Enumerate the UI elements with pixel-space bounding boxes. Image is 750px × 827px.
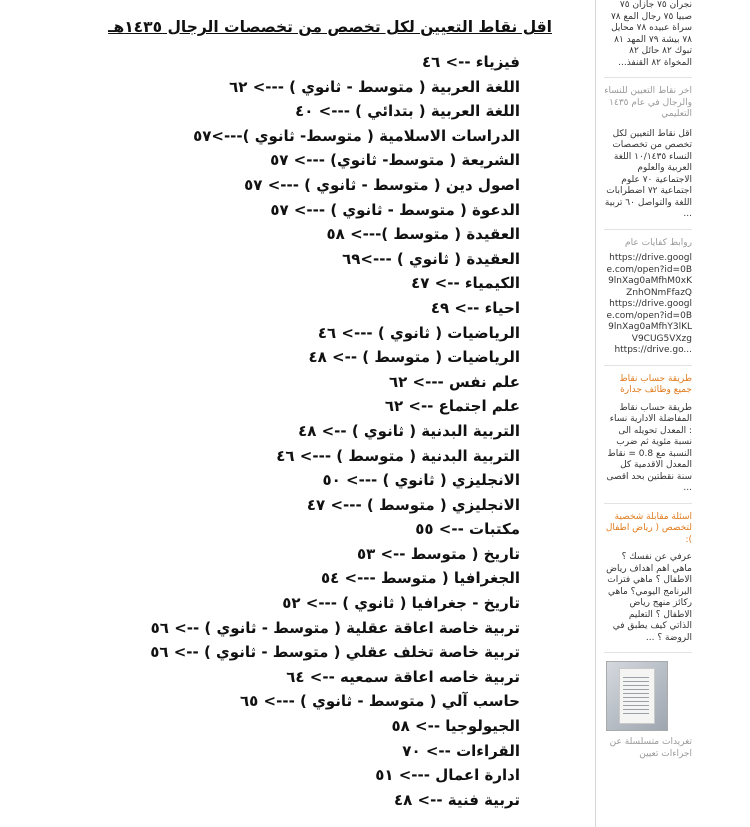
points-list-item: العقيدة ( ثانوي ) --->٦٩ <box>342 249 520 268</box>
post-thumbnail-image[interactable] <box>606 661 668 731</box>
points-list-item: العقيدة ( متوسط )---> ٥٨ <box>326 225 520 244</box>
sidebar-link-1[interactable]: https://drive.google.com/open?id=0B9lnXag0aMfhM0xKZnhONmFfazQ <box>606 253 692 298</box>
points-list-item: تربية فنية --> ٤٨ <box>394 790 520 809</box>
sidebar-post-snippet-4: عرفي عن نفسك ؟ ماهي اهم اهداف رياض الاطفال ؟ ماهي فترات البرنامج اليومي؟ ماهي ركائز منهج رياض الاطفال ؟ التعليم الذاتي كيف يطبق في الروضة ؟ ... <box>606 552 692 643</box>
points-list-item: التربية البدنية ( متوسط ) ---> ٤٦ <box>276 446 520 465</box>
separator <box>604 503 692 504</box>
points-list-item: اللغة العربية ( بتدائي ) ---> ٤٠ <box>295 102 520 121</box>
points-list-item: علم نفس ---> ٦٢ <box>389 372 520 391</box>
sidebar-link-3[interactable]: https://drive.go... <box>614 345 692 355</box>
sidebar-post-snippet-1: اقل نقاط التعيين لكل تخصص من تخصصات النساء ١٠/١٤٣٥ اللغة العربية والعلوم الاجتماعية ٧٠ علوم اجتماعية ٧٢ اضطرابات اللغة والتواصل ٦٠ تربية ... <box>604 128 692 219</box>
points-list-item: حاسب آلي ( متوسط - ثانوي ) ---> ٦٥ <box>240 692 520 711</box>
separator <box>604 365 692 366</box>
points-list-item: تربية خاصة تخلف عقلي ( متوسط - ثانوي ) --> ٥٦ <box>150 643 520 662</box>
points-list-item: الرياضيات ( ثانوي ) ---> ٤٦ <box>317 323 520 342</box>
points-list-item: اصول دين ( متوسط - ثانوي ) ---> ٥٧ <box>244 175 520 194</box>
separator <box>604 652 692 653</box>
main-content <box>108 0 560 827</box>
sidebar-post-title-2[interactable]: روابط كفايات عام <box>625 237 692 248</box>
sidebar-post-title-5[interactable]: تغريدات متسلسلة عن اجراءات تعيين <box>609 737 692 759</box>
points-list-item: الشريعة ( متوسط- ثانوي) ---> ٥٧ <box>270 151 520 170</box>
sidebar-post-title-1[interactable]: اخر نقاط التعيين للنساء والرجال في عام ١٤٣٥ التعليمي <box>604 86 692 119</box>
points-list-item: مكتبات --> ٥٥ <box>415 520 520 539</box>
points-list-item: احياء --> ٤٩ <box>430 298 520 317</box>
sidebar-top-snippet: نجران ٧٥ جازان ٧٥ صبيا ٧٥ رجال المع ٧٨ سراة عبيده ٧٨ محايل ٧٨ بيشة ٧٩ المهد ٨١ تبوك ٨٢ حائل ٨٢ المخواة ٨٢ القنفذ... <box>610 0 692 68</box>
points-list-item: تاريخ ( متوسط --> ٥٣ <box>356 544 520 563</box>
sidebar <box>604 0 692 827</box>
points-list-item: الانجليزي ( متوسط ) ---> ٤٧ <box>306 495 520 514</box>
points-list-item: تربية خاصه اعاقة سمعيه --> ٦٤ <box>286 667 520 686</box>
points-list-item: اللغة العربية ( متوسط - ثانوي ) ---> ٦٢ <box>229 77 520 96</box>
sidebar-post-title-4[interactable]: اسئلة مقابلة شخصية لتخصص ( رياض اطفال ): <box>605 511 692 545</box>
points-list-item: تاريخ - جغرافيا ( ثانوي ) ---> ٥٢ <box>282 594 520 613</box>
sidebar-divider <box>595 0 596 827</box>
points-list-item: الدراسات الاسلامية ( متوسط- ثانوي )--->٥٧ <box>193 126 520 145</box>
points-list-item: الجيولوجيا --> ٥٨ <box>391 717 520 736</box>
points-list-item: فيزياء --> ٤٦ <box>422 53 520 71</box>
thumbnail-text-lines <box>623 674 649 714</box>
post-title: اقل نقاط التعيين لكل تخصص من تخصصات الرجال ١٤٣٥هـ <box>108 18 552 36</box>
separator <box>604 229 692 230</box>
sidebar-post-snippet-3: طريقة حساب نقاط المفاضلة الادارية نساء : المعدل تحويله الى نسبة مئوية ثم ضرب النسبة مع 0.8 = نقاط المعدل الاقدمية كل سنة نقطتين بحد اقصى ... <box>606 402 692 493</box>
points-list-item: الانجليزي ( ثانوي ) ---> ٥٠ <box>322 471 520 490</box>
points-list-item: القراءات --> ٧٠ <box>402 741 520 760</box>
points-list-item: الجغرافيا ( متوسط ---> ٥٤ <box>320 569 520 588</box>
points-list-item: تربية خاصة اعاقة عقلية ( متوسط - ثانوي ) --> ٥٦ <box>150 618 520 637</box>
sidebar-post-title-3[interactable]: طريقة حساب نقاط جميع وظائف جدارة <box>619 373 692 395</box>
points-list-item: الرياضيات ( متوسط ) --> ٤٨ <box>308 348 520 367</box>
points-list-item: الدعوة ( متوسط - ثانوي ) ---> ٥٧ <box>270 200 520 219</box>
points-list-item: الكيمياء --> ٤٧ <box>411 274 520 293</box>
points-list-item: التربية البدنية ( ثانوي ) --> ٤٨ <box>298 421 520 440</box>
separator <box>604 77 692 78</box>
points-list-item: علم اجتماع --> ٦٢ <box>384 397 520 416</box>
points-list-item: ادارة اعمال ---> ٥١ <box>375 766 520 785</box>
sidebar-link-2[interactable]: https://drive.google.com/open?id=0B9lnXag0aMfhY3lKLV9CUG5VXzg <box>606 299 692 344</box>
points-list <box>150 50 560 812</box>
